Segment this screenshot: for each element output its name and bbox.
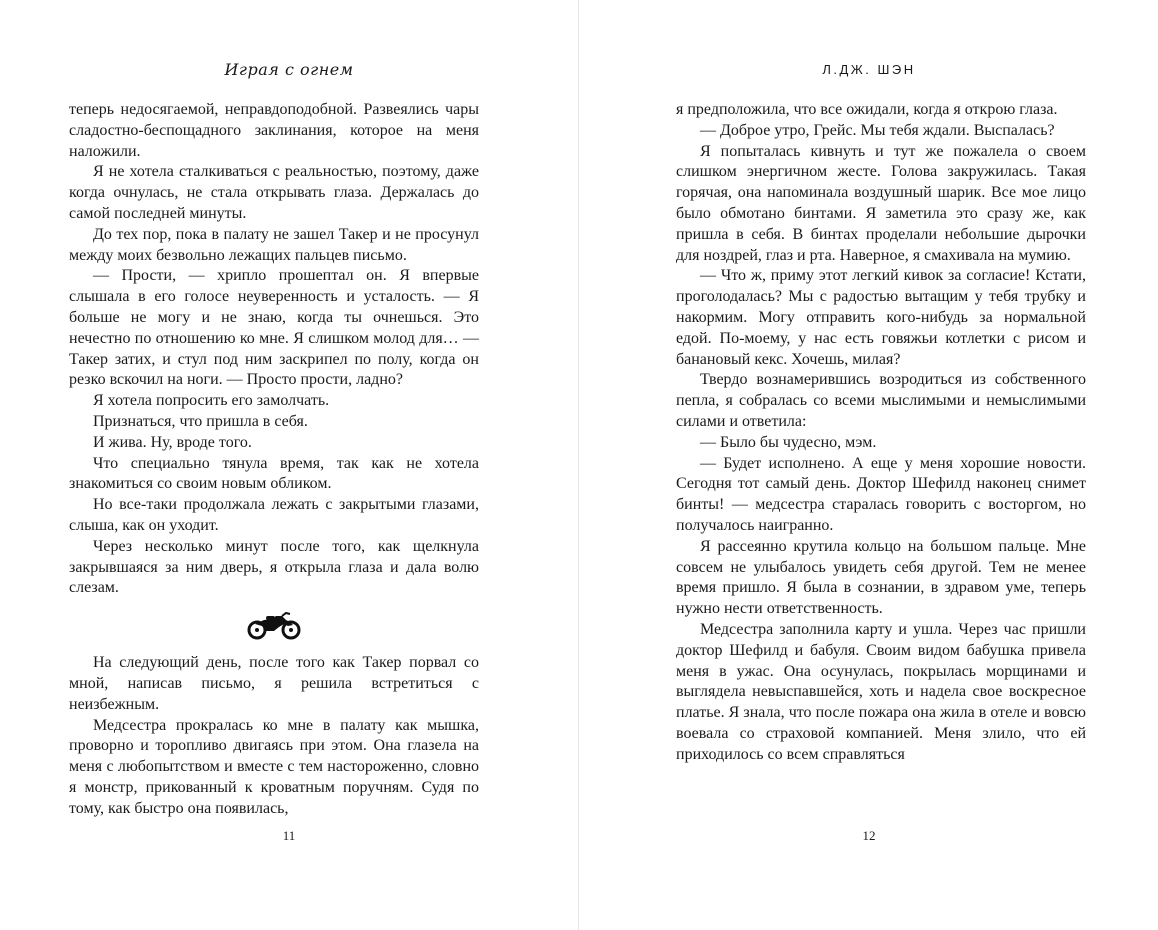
running-header-title: Играя с огнем — [224, 60, 354, 79]
page-number: 11 — [282, 828, 296, 843]
paragraph: Медсестра заполнила карту и ушла. Через час пришли доктор Шефилд и бабуля. Своим видом бабушка привела меня в ужас. Она осунулась, покрылась морщинами и выглядела невыспавшейся, хоть и надела свое воскресное платье. Я знала, что после пожара она жила в отеле и вовсю воевала со страховой компанией. Меня злило, что ей приходилось со всем справляться — [676, 620, 1086, 763]
paragraph: Признаться, что пришла в себя. — [93, 412, 308, 430]
right-page — [580, 0, 1158, 930]
page-number: 12 — [862, 828, 876, 843]
left-page — [0, 0, 578, 930]
right-page-body — [676, 100, 1086, 766]
book-gutter — [578, 0, 579, 930]
paragraph: Я не хотела сталкиваться с реальностью, поэтому, даже когда очнулась, не стала открывать глаза. Держалась до самой последней минуты. — [69, 163, 479, 222]
paragraph: До тех пор, пока в палату не зашел Такер и не просунул между моих безвольно лежащих пальцев письмо. — [69, 225, 479, 264]
paragraph: теперь недосягаемой, неправдоподобной. Развеялись чары сладостно-беспощадного заклинания, которое на меня наложили. — [69, 101, 479, 160]
paragraph: — Будет исполнено. А еще у меня хорошие новости. Сегодня тот самый день. Доктор Шефилд наконец снимет бинты! — медсестра старалась говорить с восторгом, но получалось наигранно. — [676, 454, 1086, 534]
motorcycle-icon — [246, 611, 302, 641]
left-page-body — [69, 100, 479, 820]
paragraph: Твердо вознамерившись возродиться из собственного пепла, я собралась со всеми мыслимыми и немыслимыми силами и ответила: — [676, 371, 1086, 430]
paragraph: Медсестра прокралась ко мне в палату как мышка, проворно и торопливо двигаясь при этом. Она глазела на меня с любопытством и вместе с тем настороженно, словно я монстр, прикованный к кроватным поручням. Судя по тому, как быстро она появилась, — [69, 716, 479, 817]
paragraph: — Прости, — хрипло прошептал он. Я впервые слышала в его голосе неуверенность и усталость. — Я больше не могу и не знаю, когда ты очнешься. Это нечестно по отношению ко мне. Я слишком молод для… — Такер затих, и стул под ним заскрипел по полу, когда он резко вскочил на ноги. — Просто прости, ладно? — [69, 267, 479, 389]
paragraph: я предположила, что все ожидали, когда я открою глаза. — [676, 101, 1058, 118]
paragraph: Я попыталась кивнуть и тут же пожалела о своем слишком энергичном жесте. Голова закружилась. Такая горячая, она напоминала воздушный шарик. Все мое лицо было обмотано бинтами. Я заметила это сразу же, как пришла в себя. В бинтах проделали небольшие дырочки для ноздрей, глаз и рта. Наверное, я смахивала на мумию. — [676, 142, 1086, 264]
paragraph: — Было бы чудесно, мэм. — [700, 433, 877, 451]
paragraph: Что специально тянула время, так как не хотела знакомиться со своим новым обликом. — [69, 454, 479, 493]
paragraph: Но все-таки продолжала лежать с закрытыми глазами, слыша, как он уходит. — [69, 496, 479, 534]
running-header-author: Л.ДЖ. ШЭН — [822, 62, 916, 77]
paragraph: На следующий день, после того как Такер порвал со мной, написав письмо, я решила встретиться с неизбежным. — [69, 654, 479, 713]
paragraph: — Доброе утро, Грейс. Мы тебя ждали. Выспалась? — [700, 121, 1055, 139]
paragraph: Я хотела попросить его замолчать. — [93, 392, 330, 410]
paragraph: Через несколько минут после того, как щелкнула закрывшаяся за ним дверь, я открыла глаза и дала волю слезам. — [69, 537, 479, 597]
paragraph: И жива. Ну, вроде того. — [93, 433, 252, 451]
paragraph: Я рассеянно крутила кольцо на большом пальце. Мне совсем не улыбалось увидеть себя другой. Тем не менее время пришло. Я была в сознании, в здравом уме, теперь нужно нести ответственность. — [676, 537, 1086, 618]
paragraph: — Что ж, приму этот легкий кивок за согласие! Кстати, проголодалась? Мы с радостью вытащим у тебя трубку и накормим. Могу отправить кого-нибудь за нормальной едой. По-моему, у нас есть говяжьи котлетки с рисом и банановый кекс. Хочешь, милая? — [676, 267, 1086, 368]
